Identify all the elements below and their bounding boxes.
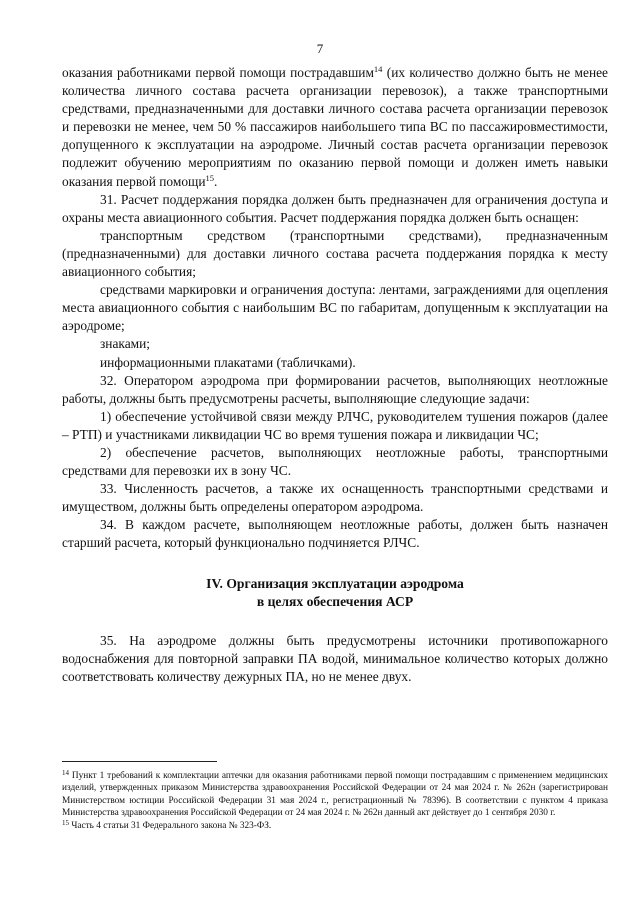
paragraph-32-item-2: 2) обеспечение расчетов, выполняющих неотложные работы, транспортными средствами для перевозки их в зону ЧС. bbox=[62, 444, 608, 479]
footnote-ref-14[interactable]: 14 bbox=[373, 64, 383, 74]
paragraph-31-item-signs: знаками; bbox=[100, 336, 151, 352]
paragraph-33: 33. Численность расчетов, а также их оснащенность транспортными средствами и имуществом, должны быть определены оператором аэродрома. bbox=[62, 481, 608, 515]
footnote-ref-15[interactable]: 15 bbox=[205, 172, 215, 183]
paragraph-32: 32. Оператором аэродрома при формировании расчетов, выполняющих неотложные работы, должны быть предусмотрены расчеты, выполняющие следующие задачи: bbox=[62, 372, 608, 406]
section-heading-line-2: в целях обеспечения АСР bbox=[256, 594, 414, 610]
paragraph-31: 31. Расчет поддержания порядка должен быть предназначен для ограничения доступа и охраны места авиационного события. Расчет поддержания порядка должен быть оснащен: bbox=[62, 191, 608, 225]
footnote-14-text: Пункт 1 требований к комплектации аптечки для оказания работниками первой помощи пострадавшим с применением медицинских изделий, утвержденных приказом Министерства здравоохранения Российской Федерации от 24 мая 2024 г. № 262н (зарегистрирован Министерством юстиции Российской Федерации 31 мая 2024 г., регистрационный № 78396). В соответствии с пунктом 4 приказа Министерства здравоохранения Российской Федерации от 24 мая 2024 г. № 262н данный акт действует до 1 сентября 2030 г. bbox=[62, 771, 608, 819]
section-heading-line-1: IV. Организация эксплуатации аэродрома bbox=[206, 575, 464, 591]
footnote-separator bbox=[62, 761, 217, 762]
footnote-15 bbox=[62, 820, 608, 832]
footnote-15-text: Часть 4 статьи 31 Федерального закона № 323-ФЗ. bbox=[69, 820, 272, 831]
paragraph-31-item-marking: средствами маркировки и ограничения доступа: лентами, заграждениями для оцепления места авиационного события с наибольшим ВС по габаритам, допущенным к эксплуатации на аэродроме; bbox=[62, 282, 608, 334]
paragraph-30-continuation: оказания работниками первой помощи пострадавшим$^{14}$ (их количество должно быть не менее количества личного состава расчета организации перевозок), а также транспортными средствами, предназначенными для доставки личного состава расчета организации перевозок и перевозки не менее, чем 50 % пассажиров наибольшего типа ВС по пассажировместимости, допущенного к эксплуатации на аэродроме. Личный состав расчета организации перевозок подлежит обучению мероприятиям по оказанию первой помощи и должен иметь навыки оказания первой помощи$^{15}$. bbox=[62, 64, 608, 189]
body-text bbox=[62, 64, 608, 686]
section-heading bbox=[62, 575, 608, 612]
paragraph-31-item-transport: транспортным средством (транспортными средствами), предназначенным (предназначенными) для доставки личного состава расчета поддержания порядка к месту авиационного события; bbox=[62, 227, 608, 280]
footnote-15-number: 15 bbox=[62, 818, 69, 827]
paragraph-31-item-posters: информационными плакатами (табличками). bbox=[100, 354, 356, 370]
footnote-14 bbox=[62, 770, 608, 820]
footnotes bbox=[62, 770, 608, 832]
footnote-14-number: 14 bbox=[62, 769, 69, 777]
paragraph-35: 35. На аэродроме должны быть предусмотрены источники противопожарного водоснабжения для повторной заправки ПА водой, минимальное количество которых должно соответствовать количеству дежурных ПА, но не менее двух. bbox=[62, 632, 608, 684]
paragraph-34: 34. В каждом расчете, выполняющем неотложные работы, должен быть назначен старший расчета, который функционально подчиняется РЛЧС. bbox=[62, 517, 608, 551]
paragraph-32-item-1: 1) обеспечение устойчивой связи между РЛЧС, руководителем тушения пожаров (далее – РТП) и участниками ликвидации ЧС во время тушения пожара и ликвидации ЧС; bbox=[62, 408, 608, 442]
page-number: 7 bbox=[316, 41, 324, 56]
